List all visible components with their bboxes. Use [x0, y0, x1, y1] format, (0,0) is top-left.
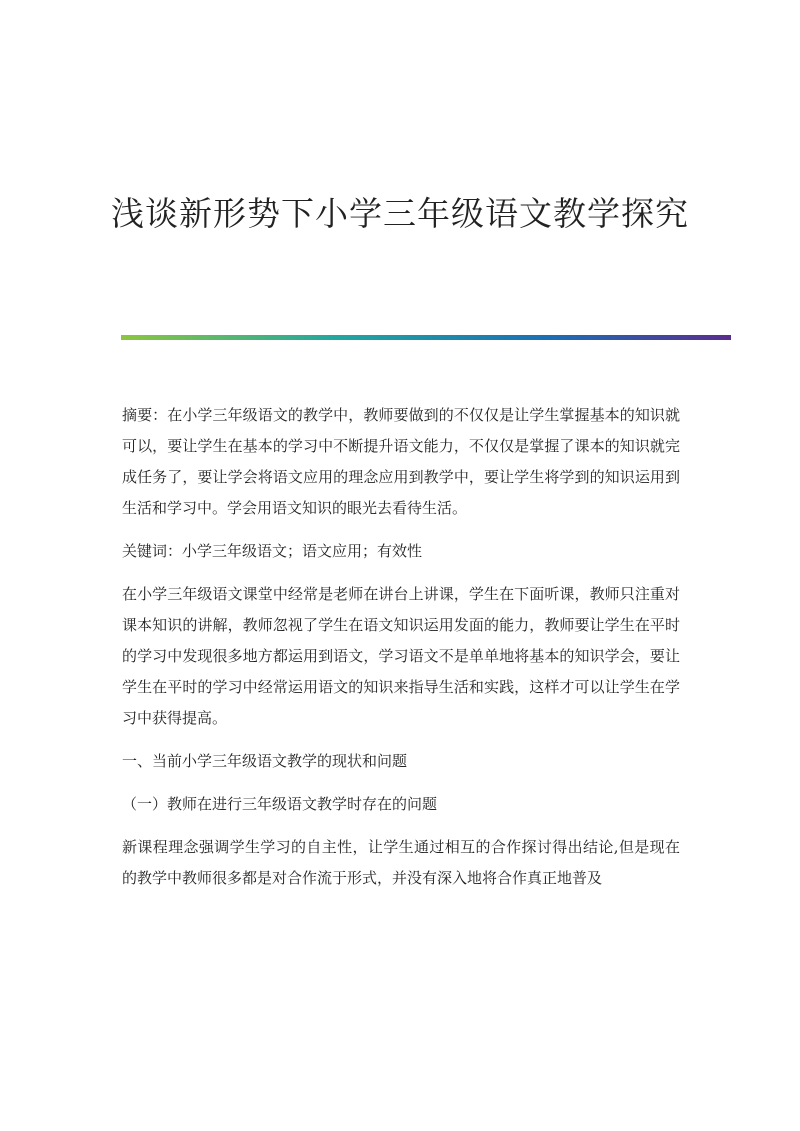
abstract-paragraph: 摘要：在小学三年级语文的教学中，教师要做到的不仅仅是让学生掌握基本的知识就可以，要让学生在基本的学习中不断提升语文能力，不仅仅是掌握了课本的知识就完成任务了，要让学会将语文应用的理念应用到教学中，要让学生将学到的知识运用到生活和学习中。学会用语文知识的眼光去看待生活。 — [122, 406, 680, 517]
body-paragraph-1: 新课程理念强调学生学习的自主性，让学生通过相互的合作探讨得出结论,但是现在的教学中教师很多都是对合作流于形式，并没有深入地将合作真正地普及 — [122, 838, 680, 887]
section-heading-1: 一、当前小学三年级语文教学的现状和问题 — [122, 752, 408, 770]
subsection-heading-1: （一）教师在进行三年级语文教学时存在的问题 — [122, 795, 438, 813]
document-body — [122, 400, 680, 906]
document-title: 浅谈新形势下小学三年级语文教学探究 — [111, 194, 689, 233]
title-divider — [121, 335, 731, 340]
intro-paragraph: 在小学三年级语文课堂中经常是老师在讲台上讲课，学生在下面听课，教师只注重对课本知识的讲解，教师忽视了学生在语文知识运用发面的能力，教师要让学生在平时的学习中发现很多地方都运用到语文，学习语文不是单单地将基本的知识学会，要让学生在平时的学习中经常运用语文的知识来指导生活和实践，这样才可以让学生在学习中获得提高。 — [122, 585, 680, 727]
keywords-line: 关键词：小学三年级语文；语文应用；有效性 — [122, 542, 423, 560]
